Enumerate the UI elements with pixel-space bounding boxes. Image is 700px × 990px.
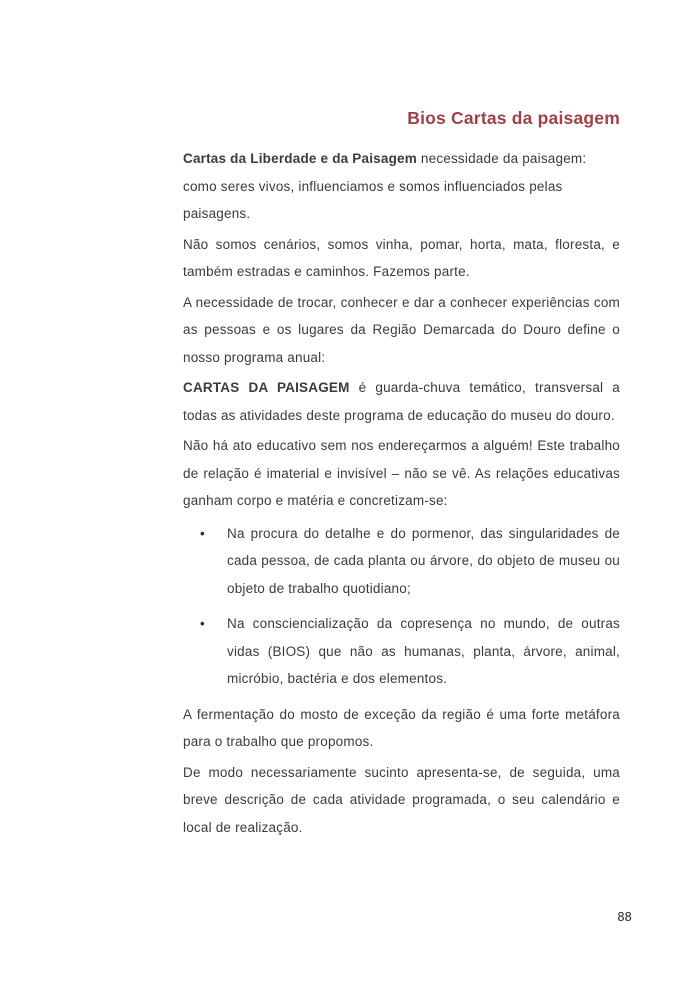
paragraph-intro (183, 145, 620, 228)
page-title: Bios Cartas da paisagem (407, 108, 620, 128)
list-item (183, 610, 620, 693)
document-content (183, 107, 620, 844)
paragraph-cartas-bold-lead: CARTAS DA PAISAGEM (183, 380, 350, 395)
paragraph-descricao: De modo necessariamente sucinto apresenta-se, de seguida, uma breve descrição de cada atividade programada, o seu calendário e local de realização. (183, 764, 620, 835)
list-item (183, 520, 620, 603)
page-number: 88 (617, 910, 632, 924)
paragraph-fermentacao: A fermentação do mosto de exceção da região é uma forte metáfora para o trabalho que propomos. (183, 706, 620, 749)
paragraph-intro-text: necessidade da paisagem: como seres vivos, influenciamos e somos influenciados pelas paisagens. (183, 151, 587, 221)
paragraph-cartas-text: é guarda-chuva temático, transversal a todas as atividades deste programa de educação do museu do douro. (183, 380, 620, 423)
bullet-list (183, 520, 620, 693)
bullet-text-procura: Na procura do detalhe e do pormenor, das singularidades de cada pessoa, de cada planta ou árvore, do objeto de museu ou objeto de trabalho quotidiano; (227, 525, 620, 596)
bullet-text-consciencializacao: Na consciencialização da copresença no mundo, de outras vidas (BIOS) que não as humanas, planta, árvore, animal, micróbio, bactéria e dos elementos. (227, 616, 620, 686)
paragraph-cartas-da-paisagem (183, 374, 620, 429)
paragraph-cenarios: Não somos cenários, somos vinha, pomar, horta, mata, floresta, e também estradas e caminhos. Fazemos parte. (183, 236, 620, 279)
paragraph-intro-bold-lead: Cartas da Liberdade e da Paisagem (183, 151, 417, 166)
paragraph-ato-educativo: Não há ato educativo sem nos endereçarmos a alguém! Este trabalho de relação é imaterial e invisível – não se vê. As relações educativas ganham corpo e matéria e concretizam-se: (183, 438, 620, 508)
bullet-icon: • (200, 616, 205, 631)
paragraph-necessidade: A necessidade de trocar, conhecer e dar a conhecer experiências com as pessoas e os lugares da Região Demarcada do Douro define o nosso programa anual: (183, 294, 620, 365)
bullet-icon: • (200, 525, 205, 541)
